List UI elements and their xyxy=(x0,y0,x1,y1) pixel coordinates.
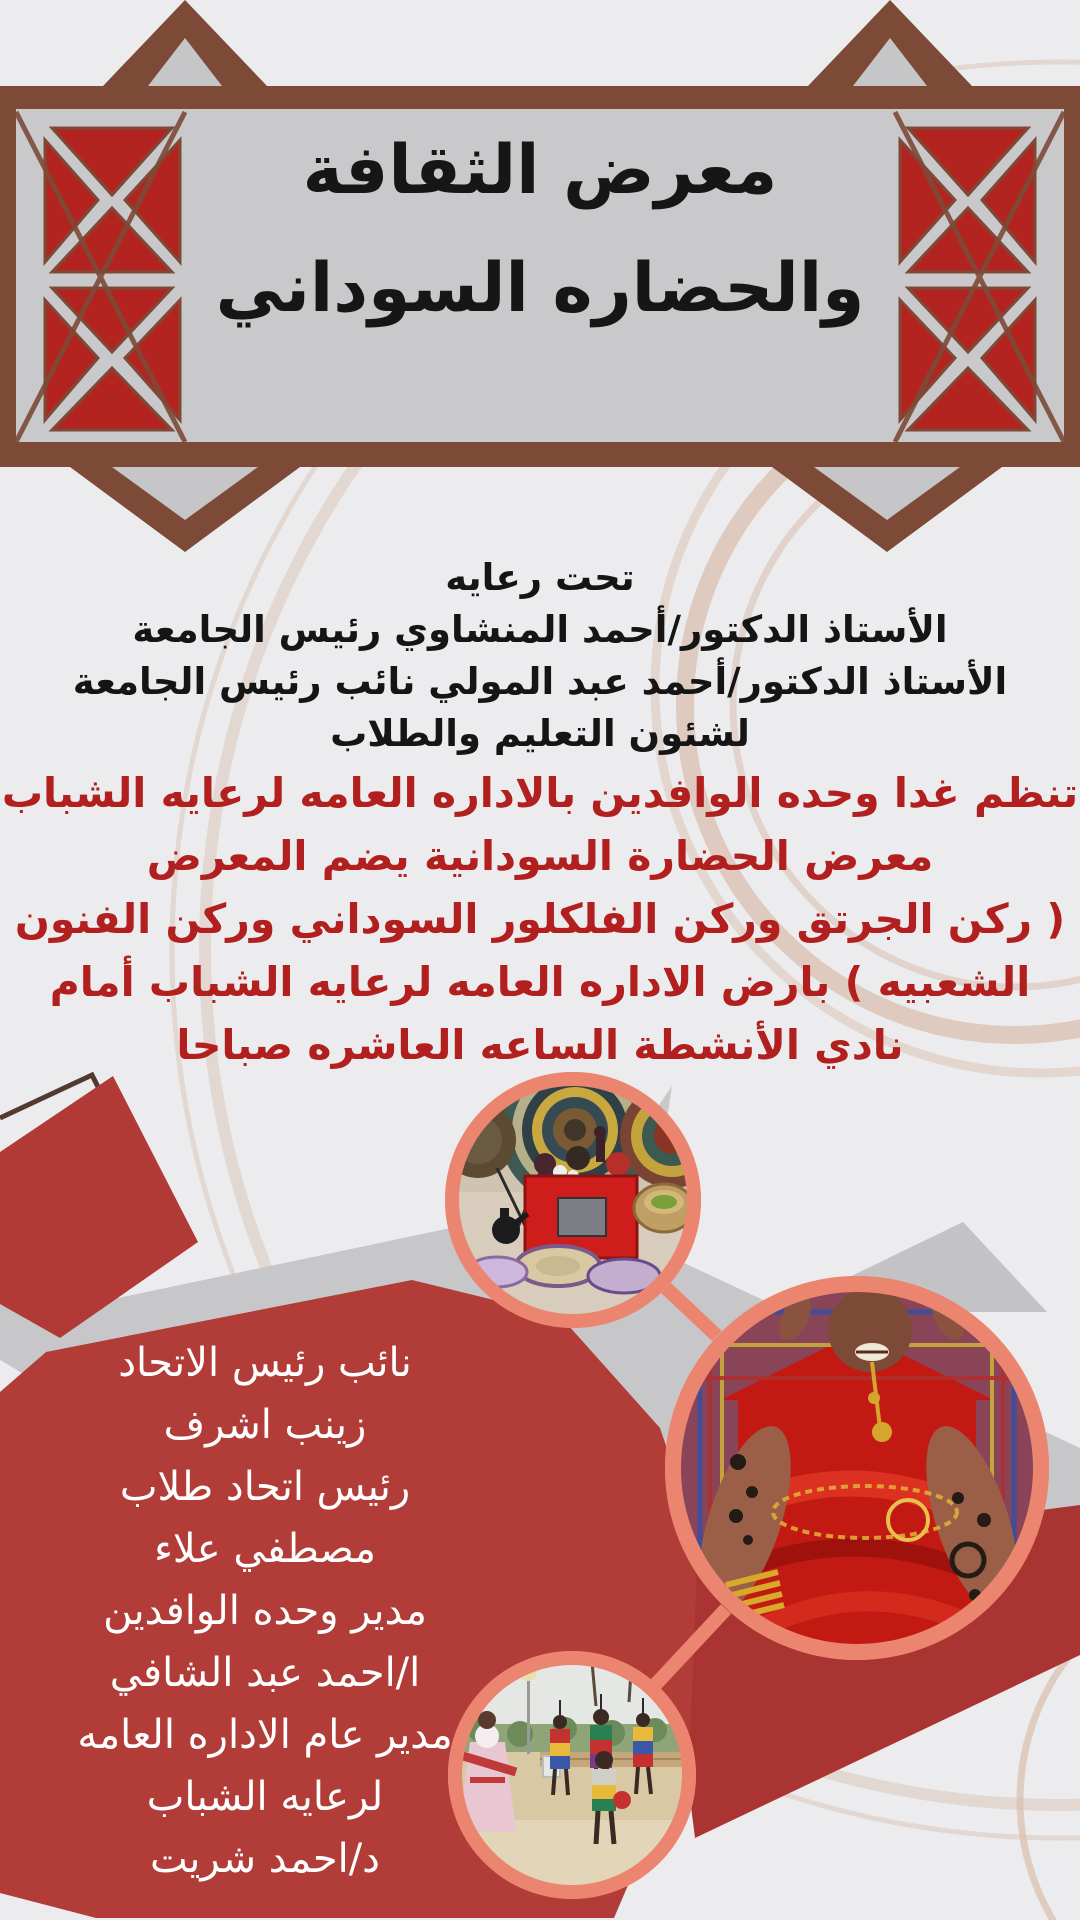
announcement-line: معرض الحضارة السودانية يضم المعرض xyxy=(146,832,934,880)
title-line-2: والحضاره السوداني xyxy=(215,249,865,328)
official-name: د/احمد شريت xyxy=(150,1836,380,1882)
official-name: زينب اشرف xyxy=(163,1402,367,1448)
official-name: ا/احمد عبد الشافي xyxy=(109,1650,421,1696)
official-role: رئيس اتحاد طلاب xyxy=(119,1464,411,1510)
announcement-line: تنظم غدا وحده الوافدين بالاداره العامه لرعايه الشباب xyxy=(1,769,1079,817)
frame-top-band xyxy=(0,86,1080,109)
patronage-heading: تحت رعايه xyxy=(445,556,635,599)
announcement-line: نادي الأنشطة الساعه العاشره صباحا xyxy=(176,1021,904,1069)
title-line-1: معرض الثقافة xyxy=(302,131,778,210)
patronage-line: الأستاذ الدكتور/أحمد المنشاوي رئيس الجامعة xyxy=(132,608,948,651)
patronage-line: الأستاذ الدكتور/أحمد عبد المولي نائب رئيس الجامعة xyxy=(72,660,1008,703)
official-name: مصطفي علاء xyxy=(154,1526,376,1572)
official-role: لرعايه الشباب xyxy=(146,1774,384,1820)
official-role: نائب رئيس الاتحاد xyxy=(118,1340,412,1386)
bride-photo xyxy=(665,1276,1049,1660)
official-role: مدير وحده الوافدين xyxy=(103,1588,427,1634)
patronage-line: لشئون التعليم والطلاب xyxy=(330,712,750,755)
official-role: مدير عام الاداره العامه xyxy=(77,1712,453,1758)
announcement-line: ( ركن الجرتق وركن الفلكلور السوداني وركن الفنون xyxy=(14,895,1066,943)
frame-bottom-band xyxy=(0,442,1080,467)
patronage-section xyxy=(0,552,1080,760)
officials-section xyxy=(0,1332,530,1890)
announcement-line: الشعبيه ) بارض الاداره العامه لرعايه الشباب أمام xyxy=(49,958,1031,1006)
poster-title xyxy=(0,112,1080,348)
announcement-section xyxy=(0,762,1080,1077)
